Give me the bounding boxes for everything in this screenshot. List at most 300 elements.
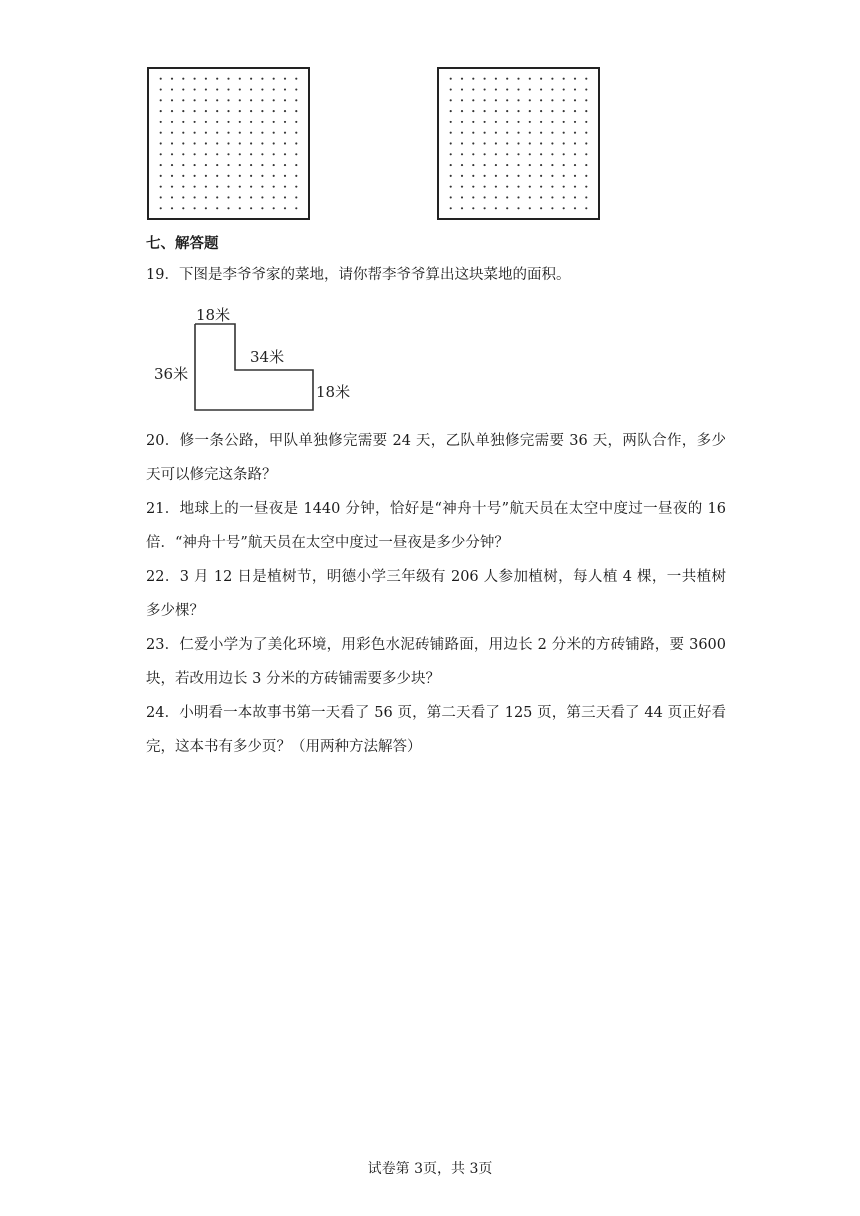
grid-dot	[239, 186, 241, 188]
grid-dot	[472, 132, 474, 134]
grid-dot	[506, 110, 508, 112]
grid-dot	[250, 186, 252, 188]
grid-dot	[540, 132, 542, 134]
grid-dot	[574, 88, 576, 90]
grid-dot	[517, 207, 519, 209]
grid-dot	[194, 99, 196, 101]
section-title: 七、解答题	[146, 236, 219, 252]
dot-grid-left	[147, 67, 310, 220]
grid-dot	[563, 164, 565, 166]
grid-dot	[563, 175, 565, 177]
grid-dot	[182, 121, 184, 123]
grid-dot	[194, 196, 196, 198]
grid-dot	[160, 88, 162, 90]
grid-dot	[472, 207, 474, 209]
grid-dot	[517, 164, 519, 166]
grid-dot	[182, 142, 184, 144]
grid-dot	[261, 99, 263, 101]
grid-dot	[495, 88, 497, 90]
grid-dot	[205, 132, 207, 134]
grid-dot	[585, 88, 587, 90]
grid-dot	[182, 175, 184, 177]
grid-dot	[250, 88, 252, 90]
grid-dot	[227, 121, 229, 123]
grid-dot	[472, 153, 474, 155]
grid-dot	[506, 88, 508, 90]
question-23-line-2: 块，若改用边长 3 分米的方砖铺需要多少块？	[146, 671, 440, 687]
grid-dot	[171, 186, 173, 188]
grid-dot	[250, 164, 252, 166]
label-left-height: 36米	[154, 365, 189, 383]
grid-dot	[585, 142, 587, 144]
grid-dot	[194, 110, 196, 112]
grid-dot	[205, 207, 207, 209]
grid-dot	[495, 196, 497, 198]
question-23	[146, 628, 726, 696]
grid-dot	[461, 88, 463, 90]
grid-dot	[461, 132, 463, 134]
grid-dot	[194, 88, 196, 90]
grid-dot	[239, 196, 241, 198]
grid-dot	[517, 121, 519, 123]
grid-dot	[484, 207, 486, 209]
grid-dot	[160, 132, 162, 134]
grid-dot	[495, 78, 497, 80]
grid-dot	[295, 164, 297, 166]
grid-dot	[261, 153, 263, 155]
question-22	[146, 560, 726, 628]
grid-dot	[295, 196, 297, 198]
grid-dot	[295, 153, 297, 155]
grid-dot	[295, 99, 297, 101]
label-step-width: 34米	[250, 348, 285, 366]
grid-dot	[227, 142, 229, 144]
grid-dot	[250, 196, 252, 198]
grid-dot	[495, 99, 497, 101]
grid-dot	[585, 164, 587, 166]
question-21-line-2: 倍．“神舟十号”航天员在太空中度过一昼夜是多少分钟？	[146, 535, 509, 551]
grid-dot	[540, 175, 542, 177]
grid-dot	[540, 88, 542, 90]
grid-dot	[227, 207, 229, 209]
grid-dot	[284, 175, 286, 177]
question-24	[146, 696, 726, 764]
grid-dot	[563, 142, 565, 144]
grid-dot	[182, 196, 184, 198]
grid-dot	[529, 88, 531, 90]
grid-dot	[574, 132, 576, 134]
grid-dot	[563, 153, 565, 155]
grid-dot	[216, 142, 218, 144]
question-19-line-1: 19．下图是李爷爷家的菜地，请你帮李爷爷算出这块菜地的面积。	[146, 267, 571, 283]
grid-dot	[574, 175, 576, 177]
grid-dot	[295, 132, 297, 134]
grid-dot	[563, 207, 565, 209]
question-19	[146, 258, 726, 292]
grid-dot	[585, 207, 587, 209]
grid-dot	[216, 186, 218, 188]
grid-dot	[205, 99, 207, 101]
grid-dot	[529, 142, 531, 144]
grid-dot	[517, 78, 519, 80]
grid-dot	[216, 78, 218, 80]
question-20-line-1: 20．修一条公路，甲队单独修完需要 24 天，乙队单独修完需要 36 天，两队合作，多少	[146, 433, 726, 449]
grid-dot	[540, 207, 542, 209]
grid-dot	[529, 153, 531, 155]
grid-dot	[585, 153, 587, 155]
grid-dot	[227, 132, 229, 134]
grid-dot	[517, 88, 519, 90]
grid-dot	[540, 121, 542, 123]
grid-dot	[529, 175, 531, 177]
grid-dot	[529, 78, 531, 80]
grid-dot	[574, 99, 576, 101]
question-23-line-1: 23．仁爱小学为了美化环境，用彩色水泥砖铺路面，用边长 2 分米的方砖铺路，要 3600	[146, 637, 726, 653]
grid-dot	[216, 207, 218, 209]
grid-dot	[227, 110, 229, 112]
grid-dot	[450, 78, 452, 80]
grid-dot	[563, 110, 565, 112]
grid-dot	[239, 99, 241, 101]
grid-dot	[529, 196, 531, 198]
grid-dot	[517, 142, 519, 144]
grid-dot	[551, 121, 553, 123]
grid-dot	[182, 88, 184, 90]
grid-dot	[506, 207, 508, 209]
grid-dot	[506, 175, 508, 177]
grid-dot	[273, 110, 275, 112]
grid-dot	[160, 99, 162, 101]
grid-dot	[160, 153, 162, 155]
grid-dot	[563, 99, 565, 101]
grid-dot	[574, 110, 576, 112]
grid-dot	[250, 99, 252, 101]
grid-dot	[273, 207, 275, 209]
grid-dot	[239, 78, 241, 80]
grid-dot	[529, 121, 531, 123]
grid-dot	[284, 110, 286, 112]
grid-dot	[171, 121, 173, 123]
grid-dot	[574, 186, 576, 188]
grid-dot	[495, 142, 497, 144]
question-20	[146, 424, 726, 492]
grid-dot	[461, 196, 463, 198]
grid-dot	[216, 121, 218, 123]
grid-dot	[529, 132, 531, 134]
grid-dot	[182, 186, 184, 188]
grid-dot	[484, 175, 486, 177]
grid-dot	[551, 110, 553, 112]
grid-dot	[517, 110, 519, 112]
question-21-line-1: 21．地球上的一昼夜是 1440 分钟，恰好是“神舟十号”航天员在太空中度过一昼夜的 16	[146, 501, 726, 517]
grid-dot	[450, 175, 452, 177]
grid-dot	[540, 164, 542, 166]
grid-dot	[227, 175, 229, 177]
grid-dot	[495, 186, 497, 188]
grid-dot	[495, 121, 497, 123]
grid-dot	[472, 121, 474, 123]
grid-dot	[450, 196, 452, 198]
question-22-line-2: 多少棵？	[146, 603, 204, 619]
grid-dot	[461, 142, 463, 144]
grid-dot	[450, 142, 452, 144]
grid-dot	[284, 121, 286, 123]
grid-dot	[484, 110, 486, 112]
grid-dot	[273, 132, 275, 134]
grid-dot	[160, 196, 162, 198]
question-21	[146, 492, 726, 560]
grid-dot	[472, 175, 474, 177]
grid-dot	[261, 207, 263, 209]
grid-dot	[239, 88, 241, 90]
grid-dot	[284, 132, 286, 134]
grid-dot	[194, 153, 196, 155]
grid-dot	[284, 196, 286, 198]
grid-dot	[261, 88, 263, 90]
label-top-width: 18米	[196, 306, 231, 324]
grid-dot	[529, 186, 531, 188]
grid-dot	[160, 110, 162, 112]
grid-dot	[472, 78, 474, 80]
grid-dot	[484, 99, 486, 101]
grid-dot	[540, 196, 542, 198]
grid-dot	[574, 207, 576, 209]
grid-dot	[239, 132, 241, 134]
grid-dot	[506, 196, 508, 198]
grid-dot	[194, 175, 196, 177]
grid-dot	[472, 196, 474, 198]
grid-dot	[160, 121, 162, 123]
grid-dot	[261, 196, 263, 198]
grid-dot	[574, 142, 576, 144]
grid-dot	[551, 196, 553, 198]
grid-dot	[182, 110, 184, 112]
grid-dot	[551, 164, 553, 166]
grid-dot	[182, 153, 184, 155]
grid-dot	[194, 164, 196, 166]
grid-dot	[182, 207, 184, 209]
grid-dot	[551, 175, 553, 177]
grid-dot	[239, 121, 241, 123]
grid-dot	[194, 207, 196, 209]
grid-dot	[506, 99, 508, 101]
question-22-line-1: 22．3 月 12 日是植树节，明德小学三年级有 206 人参加植树，每人植 4 棵，一共植树	[146, 569, 726, 585]
grid-dot	[450, 164, 452, 166]
grid-dot	[540, 110, 542, 112]
grid-dot	[563, 88, 565, 90]
grid-dot	[295, 207, 297, 209]
grid-dot	[250, 132, 252, 134]
grid-dot	[227, 88, 229, 90]
grid-dot	[484, 153, 486, 155]
grid-dot	[517, 153, 519, 155]
grid-dot	[239, 142, 241, 144]
grid-dot	[472, 99, 474, 101]
grid-dot	[171, 142, 173, 144]
grid-dot	[171, 99, 173, 101]
grid-dot	[273, 153, 275, 155]
grid-dot	[227, 78, 229, 80]
grid-dot	[295, 78, 297, 80]
grid-dot	[529, 110, 531, 112]
grid-dot	[205, 121, 207, 123]
grid-dot	[227, 164, 229, 166]
grid-dot	[250, 110, 252, 112]
grid-dot	[461, 207, 463, 209]
grid-dot	[450, 153, 452, 155]
grid-dot	[171, 110, 173, 112]
grid-dot	[450, 110, 452, 112]
grid-dot	[450, 121, 452, 123]
grid-dot	[484, 88, 486, 90]
grid-dot	[563, 121, 565, 123]
grid-dot	[261, 121, 263, 123]
grid-dot	[194, 186, 196, 188]
grid-dot	[461, 164, 463, 166]
grid-dot	[295, 88, 297, 90]
grid-dot	[517, 196, 519, 198]
grid-dot	[261, 132, 263, 134]
grid-dot	[506, 186, 508, 188]
grid-dot	[540, 99, 542, 101]
grid-dot	[205, 175, 207, 177]
grid-dot	[273, 78, 275, 80]
grid-dot	[182, 132, 184, 134]
grid-dot	[194, 142, 196, 144]
grid-dot	[273, 142, 275, 144]
grid-dot	[295, 175, 297, 177]
grid-dot	[529, 99, 531, 101]
grid-dot	[484, 132, 486, 134]
grid-dot	[563, 132, 565, 134]
grid-dot	[574, 196, 576, 198]
grid-dot	[239, 164, 241, 166]
grid-dot	[284, 164, 286, 166]
l-shape-figure	[150, 300, 360, 415]
grid-dot	[551, 142, 553, 144]
grid-dot	[461, 186, 463, 188]
grid-dot	[551, 153, 553, 155]
grid-dot	[284, 153, 286, 155]
grid-dot	[585, 110, 587, 112]
grid-dot	[450, 132, 452, 134]
grid-dot	[551, 207, 553, 209]
grid-dot	[239, 153, 241, 155]
grid-dot	[284, 207, 286, 209]
grid-dot	[160, 142, 162, 144]
grid-dot	[273, 186, 275, 188]
grid-dot	[472, 88, 474, 90]
grid-dot	[540, 78, 542, 80]
grid-dot	[239, 175, 241, 177]
grid-dot	[585, 196, 587, 198]
grid-dot	[506, 164, 508, 166]
grid-dot	[450, 207, 452, 209]
grid-dot	[227, 153, 229, 155]
grid-dot	[495, 175, 497, 177]
grid-dot	[216, 88, 218, 90]
grid-dot	[205, 142, 207, 144]
grid-dot	[160, 207, 162, 209]
grid-dot	[227, 186, 229, 188]
grid-dot	[461, 153, 463, 155]
grid-dot	[216, 175, 218, 177]
grid-dot	[250, 142, 252, 144]
grid-dot	[171, 175, 173, 177]
grid-dot	[472, 110, 474, 112]
grid-dot	[506, 78, 508, 80]
grid-dot	[506, 132, 508, 134]
grid-dot	[284, 186, 286, 188]
grid-dot	[574, 78, 576, 80]
grid-dot	[284, 142, 286, 144]
grid-dot	[171, 207, 173, 209]
grid-dot	[295, 142, 297, 144]
grid-dot	[250, 207, 252, 209]
grid-dot	[517, 99, 519, 101]
grid-dot	[295, 186, 297, 188]
grid-dot	[182, 164, 184, 166]
grid-dot	[517, 186, 519, 188]
grid-dot	[261, 78, 263, 80]
grid-dot	[563, 186, 565, 188]
grid-dot	[551, 88, 553, 90]
grid-dot	[551, 99, 553, 101]
grid-dot	[574, 121, 576, 123]
grid-dot	[461, 175, 463, 177]
grid-dot	[506, 121, 508, 123]
grid-dot	[529, 207, 531, 209]
grid-dot	[171, 164, 173, 166]
grid-dot	[171, 196, 173, 198]
grid-dot	[484, 196, 486, 198]
grid-dot	[551, 186, 553, 188]
grid-dot	[585, 99, 587, 101]
grid-dot	[461, 110, 463, 112]
grid-dot	[160, 175, 162, 177]
grid-dot	[472, 186, 474, 188]
grid-dot	[461, 121, 463, 123]
grid-dot	[585, 132, 587, 134]
grid-dot	[506, 153, 508, 155]
grid-dot	[472, 164, 474, 166]
grid-dot	[261, 164, 263, 166]
grid-dot	[171, 153, 173, 155]
dot-grid-right-dots	[439, 69, 598, 218]
grid-dot	[205, 78, 207, 80]
grid-dot	[273, 121, 275, 123]
grid-dot	[216, 99, 218, 101]
grid-dot	[261, 142, 263, 144]
grid-dot	[295, 121, 297, 123]
grid-dot	[261, 175, 263, 177]
question-24-line-1: 24．小明看一本故事书第一天看了 56 页，第二天看了 125 页，第三天看了 44 页正好看	[146, 705, 726, 721]
grid-dot	[484, 121, 486, 123]
grid-dot	[216, 132, 218, 134]
grid-dot	[171, 132, 173, 134]
grid-dot	[160, 164, 162, 166]
question-20-line-2: 天可以修完这条路？	[146, 467, 277, 483]
grid-dot	[450, 99, 452, 101]
grid-dot	[284, 78, 286, 80]
grid-dot	[216, 196, 218, 198]
grid-dot	[205, 88, 207, 90]
grid-dot	[239, 207, 241, 209]
grid-dot	[495, 153, 497, 155]
grid-dot	[450, 88, 452, 90]
grid-dot	[517, 132, 519, 134]
grid-dot	[216, 164, 218, 166]
